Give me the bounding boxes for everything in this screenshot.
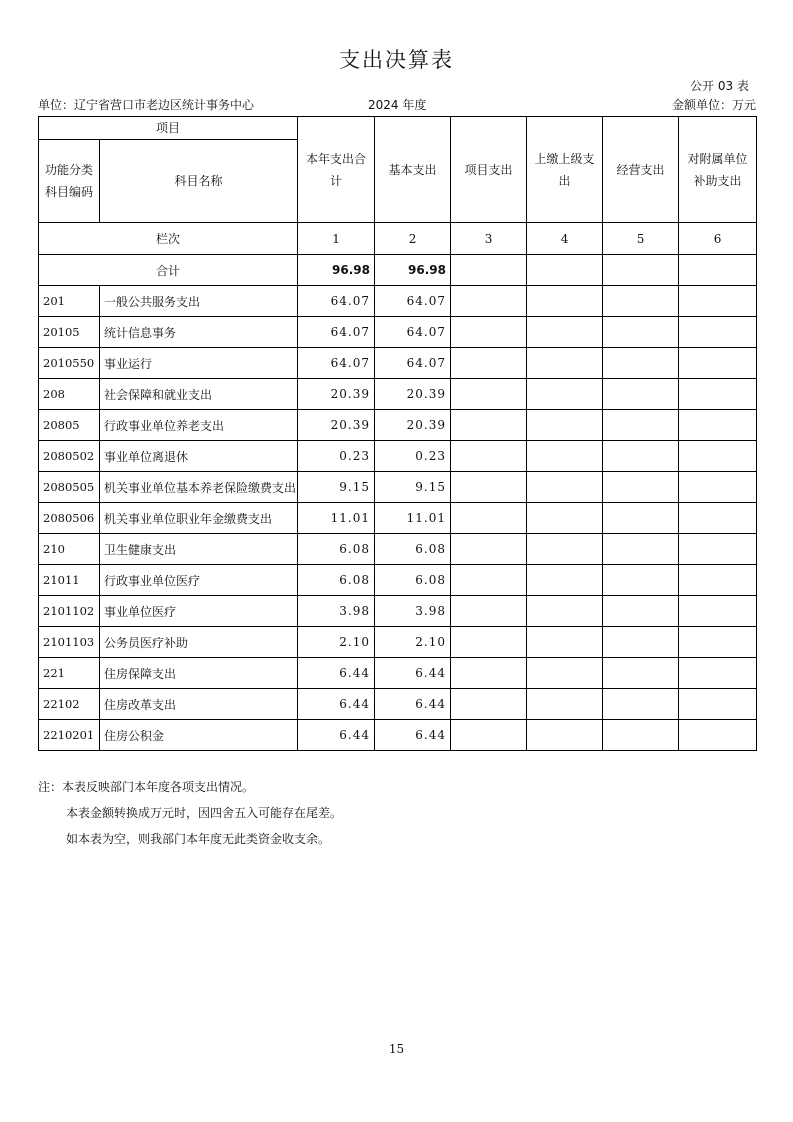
row-business [603,286,679,317]
total-amount: 96.98 [298,255,375,286]
row-basic: 64.07 [375,348,451,379]
table-row [39,441,757,472]
column-number-1: 1 [298,223,375,255]
note-line: 注：本表反映部门本年度各项支出情况。 [38,780,255,794]
row-business [603,720,679,751]
row-name: 统计信息事务 [100,317,298,348]
table-row [39,565,757,596]
row-business [603,565,679,596]
row-project [451,503,527,534]
row-business [603,689,679,720]
row-project [451,720,527,751]
table-row [39,472,757,503]
row-code: 2080502 [39,441,100,472]
row-code: 2101102 [39,596,100,627]
expenditure-table [38,116,757,751]
table-row [39,720,757,751]
column-number-label: 栏次 [39,223,298,255]
column-number-4: 4 [527,223,603,255]
row-code: 22102 [39,689,100,720]
column-number-5: 5 [603,223,679,255]
row-code: 210 [39,534,100,565]
column-number-6: 6 [679,223,757,255]
total-upper [527,255,603,286]
row-upper [527,472,603,503]
header-col4: 上缴上级支出 [527,117,603,223]
total-subsidy [679,255,757,286]
row-upper [527,720,603,751]
header-func-code: 功能分类科目编码 [39,140,100,223]
row-total: 20.39 [298,410,375,441]
row-upper [527,379,603,410]
row-basic: 6.44 [375,658,451,689]
row-project [451,379,527,410]
row-subsidy [679,720,757,751]
row-total: 64.07 [298,348,375,379]
row-subsidy [679,410,757,441]
table-row [39,379,757,410]
row-subsidy [679,565,757,596]
page-title: 支出决算表 [339,48,454,72]
row-upper [527,627,603,658]
table-row [39,689,757,720]
row-total: 6.44 [298,689,375,720]
row-total: 9.15 [298,472,375,503]
row-project [451,565,527,596]
row-total: 3.98 [298,596,375,627]
row-code: 201 [39,286,100,317]
row-basic: 20.39 [375,379,451,410]
row-name: 行政事业单位养老支出 [100,410,298,441]
row-project [451,658,527,689]
row-basic: 6.08 [375,565,451,596]
row-business [603,410,679,441]
row-upper [527,348,603,379]
row-project [451,317,527,348]
row-upper [527,317,603,348]
row-basic: 6.08 [375,534,451,565]
row-project [451,348,527,379]
row-total: 6.44 [298,720,375,751]
row-upper [527,689,603,720]
row-subsidy [679,596,757,627]
row-subsidy [679,441,757,472]
row-upper [527,534,603,565]
row-business [603,379,679,410]
table-row [39,410,757,441]
row-code: 2010550 [39,348,100,379]
header-col1: 本年支出合计 [298,117,375,223]
row-business [603,503,679,534]
row-name: 住房公积金 [100,720,298,751]
year-label: 2024 年度 [368,98,427,112]
header-subject-name: 科目名称 [100,140,298,223]
row-name: 住房保障支出 [100,658,298,689]
row-business [603,317,679,348]
row-upper [527,565,603,596]
row-name: 卫生健康支出 [100,534,298,565]
row-business [603,348,679,379]
row-name: 一般公共服务支出 [100,286,298,317]
row-code: 2080505 [39,472,100,503]
row-business [603,441,679,472]
row-basic: 0.23 [375,441,451,472]
row-upper [527,441,603,472]
row-subsidy [679,348,757,379]
row-business [603,596,679,627]
row-basic: 64.07 [375,317,451,348]
note-line: 如本表为空，则我部门本年度无此类资金收支余。 [66,832,331,846]
row-name: 住房改革支出 [100,689,298,720]
row-basic: 9.15 [375,472,451,503]
table-row [39,658,757,689]
row-subsidy [679,503,757,534]
table-row [39,317,757,348]
table-row [39,627,757,658]
row-basic: 2.10 [375,627,451,658]
total-business [603,255,679,286]
row-business [603,627,679,658]
row-code: 21011 [39,565,100,596]
row-basic: 6.44 [375,720,451,751]
row-total: 11.01 [298,503,375,534]
unit-label: 单位：辽宁省营口市老边区统计事务中心 [38,98,255,112]
page-number: 15 [388,1042,405,1056]
total-project [451,255,527,286]
table-row [39,503,757,534]
row-basic: 3.98 [375,596,451,627]
row-business [603,534,679,565]
row-name: 机关事业单位职业年金缴费支出 [100,503,298,534]
row-code: 221 [39,658,100,689]
row-project [451,689,527,720]
row-subsidy [679,472,757,503]
row-basic: 6.44 [375,689,451,720]
row-total: 2.10 [298,627,375,658]
row-business [603,472,679,503]
row-subsidy [679,627,757,658]
row-subsidy [679,317,757,348]
row-subsidy [679,534,757,565]
note-line: 本表金额转换成万元时，因四舍五入可能存在尾差。 [66,806,343,820]
row-business [603,658,679,689]
row-basic: 11.01 [375,503,451,534]
row-project [451,472,527,503]
row-total: 6.44 [298,658,375,689]
row-project [451,596,527,627]
header-col6: 对附属单位补助支出 [679,117,757,223]
row-name: 行政事业单位医疗 [100,565,298,596]
table-row [39,286,757,317]
meta-row [38,96,756,112]
row-name: 事业单位医疗 [100,596,298,627]
row-total: 64.07 [298,317,375,348]
row-code: 2210201 [39,720,100,751]
total-label: 合计 [39,255,298,286]
row-upper [527,286,603,317]
row-code: 2101103 [39,627,100,658]
table-row [39,596,757,627]
row-code: 2080506 [39,503,100,534]
header-col3: 项目支出 [451,117,527,223]
row-project [451,441,527,472]
row-project [451,410,527,441]
row-name: 事业单位离退休 [100,441,298,472]
column-number-2: 2 [375,223,451,255]
row-subsidy [679,658,757,689]
row-project [451,534,527,565]
row-code: 20805 [39,410,100,441]
row-total: 20.39 [298,379,375,410]
form-number: 公开 03 表 [690,79,749,93]
row-name: 机关事业单位基本养老保险缴费支出 [100,472,298,503]
header-col5: 经营支出 [603,117,679,223]
row-total: 64.07 [298,286,375,317]
row-name: 公务员医疗补助 [100,627,298,658]
header-col2: 基本支出 [375,117,451,223]
total-basic: 96.98 [375,255,451,286]
table-row [39,534,757,565]
header-item: 项目 [39,117,298,140]
row-upper [527,503,603,534]
row-basic: 64.07 [375,286,451,317]
column-number-row [39,223,757,255]
row-upper [527,658,603,689]
header-row-top [39,117,757,140]
row-code: 208 [39,379,100,410]
row-name: 事业运行 [100,348,298,379]
row-subsidy [679,379,757,410]
row-basic: 20.39 [375,410,451,441]
row-project [451,627,527,658]
row-total: 6.08 [298,534,375,565]
row-upper [527,596,603,627]
amount-unit-label: 金额单位：万元 [671,98,756,112]
table-row [39,348,757,379]
row-subsidy [679,689,757,720]
row-code: 20105 [39,317,100,348]
row-total: 6.08 [298,565,375,596]
row-subsidy [679,286,757,317]
total-row [39,255,757,286]
column-number-3: 3 [451,223,527,255]
row-project [451,286,527,317]
row-name: 社会保障和就业支出 [100,379,298,410]
notes [38,774,342,852]
row-upper [527,410,603,441]
row-total: 0.23 [298,441,375,472]
